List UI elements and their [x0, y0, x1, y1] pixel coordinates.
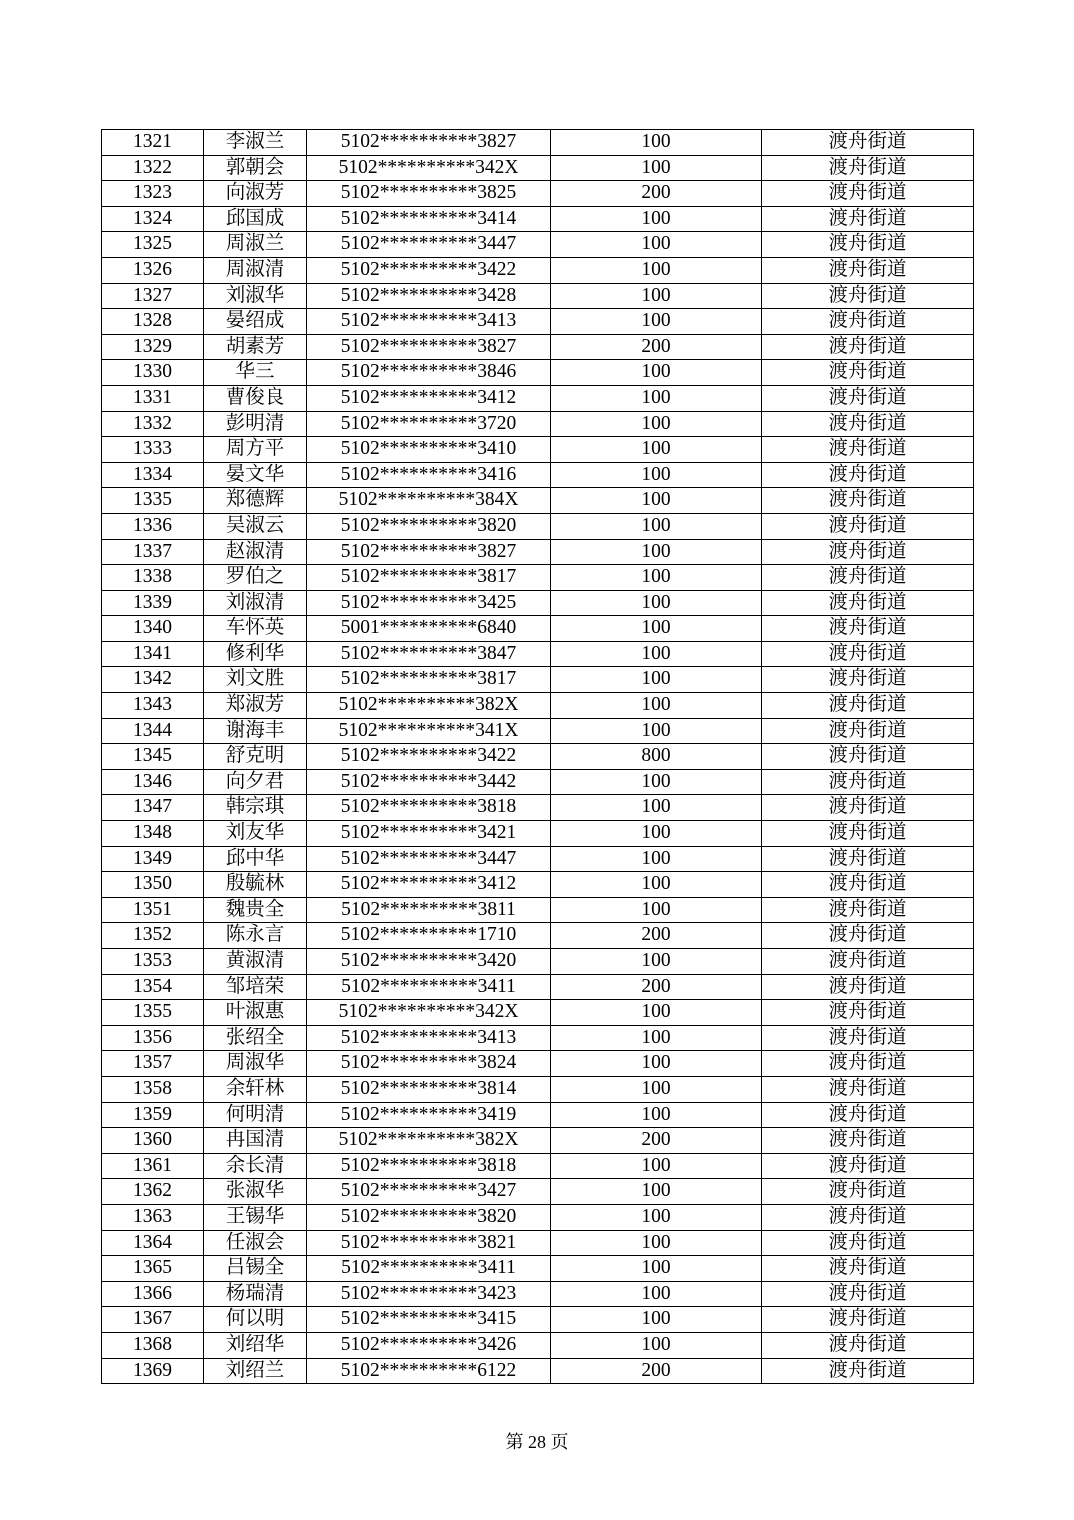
amount-cell: 100: [551, 309, 762, 335]
row-number-cell: 1363: [102, 1204, 204, 1230]
row-number-cell: 1369: [102, 1358, 204, 1384]
area-cell: 渡舟街道: [762, 1230, 974, 1256]
name-cell: 魏贵全: [204, 897, 307, 923]
amount-cell: 100: [551, 872, 762, 898]
name-cell: 华三: [204, 360, 307, 386]
row-number-cell: 1367: [102, 1307, 204, 1333]
row-number-cell: 1325: [102, 232, 204, 258]
roster-table: [101, 129, 974, 1384]
id-number-cell: 5102**********3415: [307, 1307, 551, 1333]
id-number-cell: 5102**********3818: [307, 795, 551, 821]
id-number-cell: 5102**********3827: [307, 334, 551, 360]
amount-cell: 100: [551, 1000, 762, 1026]
area-cell: 渡舟街道: [762, 437, 974, 463]
id-number-cell: 5102**********3416: [307, 462, 551, 488]
area-cell: 渡舟街道: [762, 1076, 974, 1102]
amount-cell: 100: [551, 846, 762, 872]
table-row: [102, 718, 974, 744]
table-row: [102, 744, 974, 770]
area-cell: 渡舟街道: [762, 872, 974, 898]
id-number-cell: 5102**********3414: [307, 206, 551, 232]
table-row: [102, 309, 974, 335]
area-cell: 渡舟街道: [762, 206, 974, 232]
area-cell: 渡舟街道: [762, 667, 974, 693]
area-cell: 渡舟街道: [762, 283, 974, 309]
id-number-cell: 5102**********3412: [307, 385, 551, 411]
table-row: [102, 360, 974, 386]
id-number-cell: 5102**********342X: [307, 155, 551, 181]
id-number-cell: 5102**********3413: [307, 1025, 551, 1051]
row-number-cell: 1328: [102, 309, 204, 335]
row-number-cell: 1365: [102, 1256, 204, 1282]
table-row: [102, 437, 974, 463]
amount-cell: 100: [551, 155, 762, 181]
id-number-cell: 5102**********3410: [307, 437, 551, 463]
area-cell: 渡舟街道: [762, 641, 974, 667]
amount-cell: 100: [551, 897, 762, 923]
area-cell: 渡舟街道: [762, 1307, 974, 1333]
amount-cell: 100: [551, 360, 762, 386]
id-number-cell: 5102**********3421: [307, 821, 551, 847]
table-row: [102, 1102, 974, 1128]
id-number-cell: 5102**********3425: [307, 590, 551, 616]
table-row: [102, 1358, 974, 1384]
amount-cell: 100: [551, 513, 762, 539]
area-cell: 渡舟街道: [762, 590, 974, 616]
name-cell: 刘淑华: [204, 283, 307, 309]
table-row: [102, 334, 974, 360]
row-number-cell: 1343: [102, 693, 204, 719]
id-number-cell: 5102**********382X: [307, 693, 551, 719]
name-cell: 陈永言: [204, 923, 307, 949]
row-number-cell: 1356: [102, 1025, 204, 1051]
row-number-cell: 1332: [102, 411, 204, 437]
name-cell: 叶淑惠: [204, 1000, 307, 1026]
area-cell: 渡舟街道: [762, 232, 974, 258]
area-cell: 渡舟街道: [762, 718, 974, 744]
id-number-cell: 5102**********3447: [307, 232, 551, 258]
name-cell: 张淑华: [204, 1179, 307, 1205]
row-number-cell: 1355: [102, 1000, 204, 1026]
amount-cell: 100: [551, 1102, 762, 1128]
amount-cell: 100: [551, 488, 762, 514]
table-row: [102, 1153, 974, 1179]
id-number-cell: 5102**********3847: [307, 641, 551, 667]
area-cell: 渡舟街道: [762, 769, 974, 795]
name-cell: 邱国成: [204, 206, 307, 232]
amount-cell: 100: [551, 283, 762, 309]
area-cell: 渡舟街道: [762, 1204, 974, 1230]
name-cell: 郭朝会: [204, 155, 307, 181]
amount-cell: 100: [551, 130, 762, 156]
area-cell: 渡舟街道: [762, 1153, 974, 1179]
row-number-cell: 1357: [102, 1051, 204, 1077]
row-number-cell: 1321: [102, 130, 204, 156]
id-number-cell: 5102**********3411: [307, 974, 551, 1000]
row-number-cell: 1331: [102, 385, 204, 411]
table-row: [102, 488, 974, 514]
area-cell: 渡舟街道: [762, 821, 974, 847]
id-number-cell: 5102**********3412: [307, 872, 551, 898]
name-cell: 曹俊良: [204, 385, 307, 411]
area-cell: 渡舟街道: [762, 565, 974, 591]
row-number-cell: 1329: [102, 334, 204, 360]
area-cell: 渡舟街道: [762, 693, 974, 719]
name-cell: 晏绍成: [204, 309, 307, 335]
amount-cell: 100: [551, 1153, 762, 1179]
id-number-cell: 5102**********3821: [307, 1230, 551, 1256]
row-number-cell: 1334: [102, 462, 204, 488]
amount-cell: 100: [551, 1307, 762, 1333]
id-number-cell: 5102**********3422: [307, 744, 551, 770]
name-cell: 刘绍华: [204, 1332, 307, 1358]
amount-cell: 100: [551, 1051, 762, 1077]
row-number-cell: 1327: [102, 283, 204, 309]
amount-cell: 100: [551, 257, 762, 283]
id-number-cell: 5102**********3422: [307, 257, 551, 283]
amount-cell: 100: [551, 949, 762, 975]
table-row: [102, 462, 974, 488]
name-cell: 胡素芳: [204, 334, 307, 360]
row-number-cell: 1368: [102, 1332, 204, 1358]
name-cell: 韩宗琪: [204, 795, 307, 821]
id-number-cell: 5102**********1710: [307, 923, 551, 949]
row-number-cell: 1349: [102, 846, 204, 872]
area-cell: 渡舟街道: [762, 1025, 974, 1051]
id-number-cell: 5102**********3817: [307, 565, 551, 591]
name-cell: 周淑华: [204, 1051, 307, 1077]
id-number-cell: 5102**********3447: [307, 846, 551, 872]
amount-cell: 200: [551, 923, 762, 949]
id-number-cell: 5102**********3428: [307, 283, 551, 309]
area-cell: 渡舟街道: [762, 744, 974, 770]
amount-cell: 100: [551, 1281, 762, 1307]
table-row: [102, 923, 974, 949]
row-number-cell: 1323: [102, 181, 204, 207]
id-number-cell: 5102**********3419: [307, 1102, 551, 1128]
name-cell: 任淑会: [204, 1230, 307, 1256]
row-number-cell: 1336: [102, 513, 204, 539]
id-number-cell: 5102**********3818: [307, 1153, 551, 1179]
name-cell: 殷毓林: [204, 872, 307, 898]
table-row: [102, 1204, 974, 1230]
area-cell: 渡舟街道: [762, 974, 974, 1000]
table-row: [102, 693, 974, 719]
id-number-cell: 5102**********3817: [307, 667, 551, 693]
amount-cell: 100: [551, 1179, 762, 1205]
area-cell: 渡舟街道: [762, 1179, 974, 1205]
amount-cell: 800: [551, 744, 762, 770]
area-cell: 渡舟街道: [762, 1358, 974, 1384]
id-number-cell: 5102**********3413: [307, 309, 551, 335]
table-row: [102, 641, 974, 667]
row-number-cell: 1342: [102, 667, 204, 693]
table-row: [102, 872, 974, 898]
table-row: [102, 1281, 974, 1307]
table-row: [102, 385, 974, 411]
area-cell: 渡舟街道: [762, 462, 974, 488]
table-row: [102, 974, 974, 1000]
amount-cell: 200: [551, 974, 762, 1000]
table-row: [102, 769, 974, 795]
table-row: [102, 1051, 974, 1077]
amount-cell: 100: [551, 718, 762, 744]
table-row: [102, 257, 974, 283]
amount-cell: 100: [551, 795, 762, 821]
row-number-cell: 1353: [102, 949, 204, 975]
name-cell: 杨瑞清: [204, 1281, 307, 1307]
row-number-cell: 1351: [102, 897, 204, 923]
id-number-cell: 5102**********3427: [307, 1179, 551, 1205]
table-row: [102, 565, 974, 591]
name-cell: 向淑芳: [204, 181, 307, 207]
row-number-cell: 1354: [102, 974, 204, 1000]
table-row: [102, 795, 974, 821]
row-number-cell: 1358: [102, 1076, 204, 1102]
area-cell: 渡舟街道: [762, 616, 974, 642]
amount-cell: 100: [551, 385, 762, 411]
area-cell: 渡舟街道: [762, 539, 974, 565]
row-number-cell: 1338: [102, 565, 204, 591]
table-row: [102, 155, 974, 181]
amount-cell: 100: [551, 1076, 762, 1102]
name-cell: 李淑兰: [204, 130, 307, 156]
amount-cell: 100: [551, 1256, 762, 1282]
area-cell: 渡舟街道: [762, 1051, 974, 1077]
name-cell: 刘淑清: [204, 590, 307, 616]
row-number-cell: 1335: [102, 488, 204, 514]
id-number-cell: 5102**********3411: [307, 1256, 551, 1282]
name-cell: 郑德辉: [204, 488, 307, 514]
amount-cell: 100: [551, 1025, 762, 1051]
table-row: [102, 539, 974, 565]
area-cell: 渡舟街道: [762, 513, 974, 539]
amount-cell: 100: [551, 437, 762, 463]
id-number-cell: 5102**********3827: [307, 539, 551, 565]
table-row: [102, 616, 974, 642]
amount-cell: 100: [551, 821, 762, 847]
roster-table-body: [102, 130, 974, 1384]
amount-cell: 100: [551, 1332, 762, 1358]
name-cell: 吴淑云: [204, 513, 307, 539]
name-cell: 冉国清: [204, 1128, 307, 1154]
row-number-cell: 1362: [102, 1179, 204, 1205]
area-cell: 渡舟街道: [762, 1332, 974, 1358]
row-number-cell: 1360: [102, 1128, 204, 1154]
area-cell: 渡舟街道: [762, 923, 974, 949]
name-cell: 刘友华: [204, 821, 307, 847]
table-row: [102, 283, 974, 309]
table-row: [102, 232, 974, 258]
id-number-cell: 5102**********3420: [307, 949, 551, 975]
amount-cell: 100: [551, 1230, 762, 1256]
row-number-cell: 1364: [102, 1230, 204, 1256]
area-cell: 渡舟街道: [762, 897, 974, 923]
table-row: [102, 206, 974, 232]
name-cell: 王锡华: [204, 1204, 307, 1230]
row-number-cell: 1344: [102, 718, 204, 744]
row-number-cell: 1330: [102, 360, 204, 386]
area-cell: 渡舟街道: [762, 155, 974, 181]
table-row: [102, 1332, 974, 1358]
name-cell: 周淑兰: [204, 232, 307, 258]
name-cell: 舒克明: [204, 744, 307, 770]
table-row: [102, 1000, 974, 1026]
row-number-cell: 1337: [102, 539, 204, 565]
id-number-cell: 5102**********3820: [307, 1204, 551, 1230]
table-row: [102, 1025, 974, 1051]
id-number-cell: 5102**********3811: [307, 897, 551, 923]
name-cell: 郑淑芳: [204, 693, 307, 719]
id-number-cell: 5102**********3720: [307, 411, 551, 437]
area-cell: 渡舟街道: [762, 1128, 974, 1154]
table-row: [102, 590, 974, 616]
name-cell: 周方平: [204, 437, 307, 463]
id-number-cell: 5102**********3442: [307, 769, 551, 795]
amount-cell: 100: [551, 1204, 762, 1230]
row-number-cell: 1326: [102, 257, 204, 283]
row-number-cell: 1322: [102, 155, 204, 181]
id-number-cell: 5102**********6122: [307, 1358, 551, 1384]
area-cell: 渡舟街道: [762, 181, 974, 207]
id-number-cell: 5102**********3825: [307, 181, 551, 207]
name-cell: 罗伯之: [204, 565, 307, 591]
amount-cell: 100: [551, 693, 762, 719]
table-row: [102, 130, 974, 156]
row-number-cell: 1333: [102, 437, 204, 463]
id-number-cell: 5102**********342X: [307, 1000, 551, 1026]
row-number-cell: 1366: [102, 1281, 204, 1307]
area-cell: 渡舟街道: [762, 1256, 974, 1282]
id-number-cell: 5102**********384X: [307, 488, 551, 514]
row-number-cell: 1339: [102, 590, 204, 616]
id-number-cell: 5102**********341X: [307, 718, 551, 744]
amount-cell: 100: [551, 565, 762, 591]
area-cell: 渡舟街道: [762, 385, 974, 411]
name-cell: 周淑清: [204, 257, 307, 283]
name-cell: 邱中华: [204, 846, 307, 872]
table-row: [102, 411, 974, 437]
row-number-cell: 1361: [102, 1153, 204, 1179]
name-cell: 晏文华: [204, 462, 307, 488]
name-cell: 邹培荣: [204, 974, 307, 1000]
id-number-cell: 5102**********3423: [307, 1281, 551, 1307]
amount-cell: 100: [551, 206, 762, 232]
area-cell: 渡舟街道: [762, 846, 974, 872]
name-cell: 余长清: [204, 1153, 307, 1179]
name-cell: 刘绍兰: [204, 1358, 307, 1384]
id-number-cell: 5102**********3824: [307, 1051, 551, 1077]
amount-cell: 200: [551, 1128, 762, 1154]
row-number-cell: 1352: [102, 923, 204, 949]
name-cell: 刘文胜: [204, 667, 307, 693]
row-number-cell: 1345: [102, 744, 204, 770]
area-cell: 渡舟街道: [762, 1102, 974, 1128]
name-cell: 赵淑清: [204, 539, 307, 565]
area-cell: 渡舟街道: [762, 130, 974, 156]
amount-cell: 100: [551, 616, 762, 642]
table-row: [102, 949, 974, 975]
amount-cell: 200: [551, 334, 762, 360]
name-cell: 吕锡全: [204, 1256, 307, 1282]
amount-cell: 100: [551, 769, 762, 795]
area-cell: 渡舟街道: [762, 309, 974, 335]
amount-cell: 200: [551, 181, 762, 207]
id-number-cell: 5102**********382X: [307, 1128, 551, 1154]
id-number-cell: 5001**********6840: [307, 616, 551, 642]
table-row: [102, 1179, 974, 1205]
amount-cell: 100: [551, 667, 762, 693]
area-cell: 渡舟街道: [762, 488, 974, 514]
name-cell: 向夕君: [204, 769, 307, 795]
amount-cell: 200: [551, 1358, 762, 1384]
area-cell: 渡舟街道: [762, 1000, 974, 1026]
row-number-cell: 1350: [102, 872, 204, 898]
table-row: [102, 1076, 974, 1102]
id-number-cell: 5102**********3820: [307, 513, 551, 539]
area-cell: 渡舟街道: [762, 360, 974, 386]
table-row: [102, 1230, 974, 1256]
area-cell: 渡舟街道: [762, 334, 974, 360]
row-number-cell: 1341: [102, 641, 204, 667]
table-row: [102, 821, 974, 847]
name-cell: 修利华: [204, 641, 307, 667]
row-number-cell: 1348: [102, 821, 204, 847]
id-number-cell: 5102**********3827: [307, 130, 551, 156]
amount-cell: 100: [551, 411, 762, 437]
table-row: [102, 181, 974, 207]
name-cell: 何明清: [204, 1102, 307, 1128]
amount-cell: 100: [551, 641, 762, 667]
area-cell: 渡舟街道: [762, 411, 974, 437]
name-cell: 张绍全: [204, 1025, 307, 1051]
area-cell: 渡舟街道: [762, 257, 974, 283]
name-cell: 余轩林: [204, 1076, 307, 1102]
table-row: [102, 1128, 974, 1154]
name-cell: 黄淑清: [204, 949, 307, 975]
area-cell: 渡舟街道: [762, 1281, 974, 1307]
amount-cell: 100: [551, 462, 762, 488]
page-number: 第 28 页: [505, 1432, 569, 1452]
name-cell: 何以明: [204, 1307, 307, 1333]
id-number-cell: 5102**********3846: [307, 360, 551, 386]
amount-cell: 100: [551, 232, 762, 258]
table-row: [102, 897, 974, 923]
row-number-cell: 1347: [102, 795, 204, 821]
name-cell: 车怀英: [204, 616, 307, 642]
table-row: [102, 1307, 974, 1333]
name-cell: 彭明清: [204, 411, 307, 437]
amount-cell: 100: [551, 539, 762, 565]
id-number-cell: 5102**********3814: [307, 1076, 551, 1102]
area-cell: 渡舟街道: [762, 795, 974, 821]
name-cell: 谢海丰: [204, 718, 307, 744]
amount-cell: 100: [551, 590, 762, 616]
table-row: [102, 513, 974, 539]
row-number-cell: 1359: [102, 1102, 204, 1128]
row-number-cell: 1324: [102, 206, 204, 232]
id-number-cell: 5102**********3426: [307, 1332, 551, 1358]
table-row: [102, 667, 974, 693]
table-row: [102, 1256, 974, 1282]
area-cell: 渡舟街道: [762, 949, 974, 975]
row-number-cell: 1340: [102, 616, 204, 642]
row-number-cell: 1346: [102, 769, 204, 795]
table-row: [102, 846, 974, 872]
